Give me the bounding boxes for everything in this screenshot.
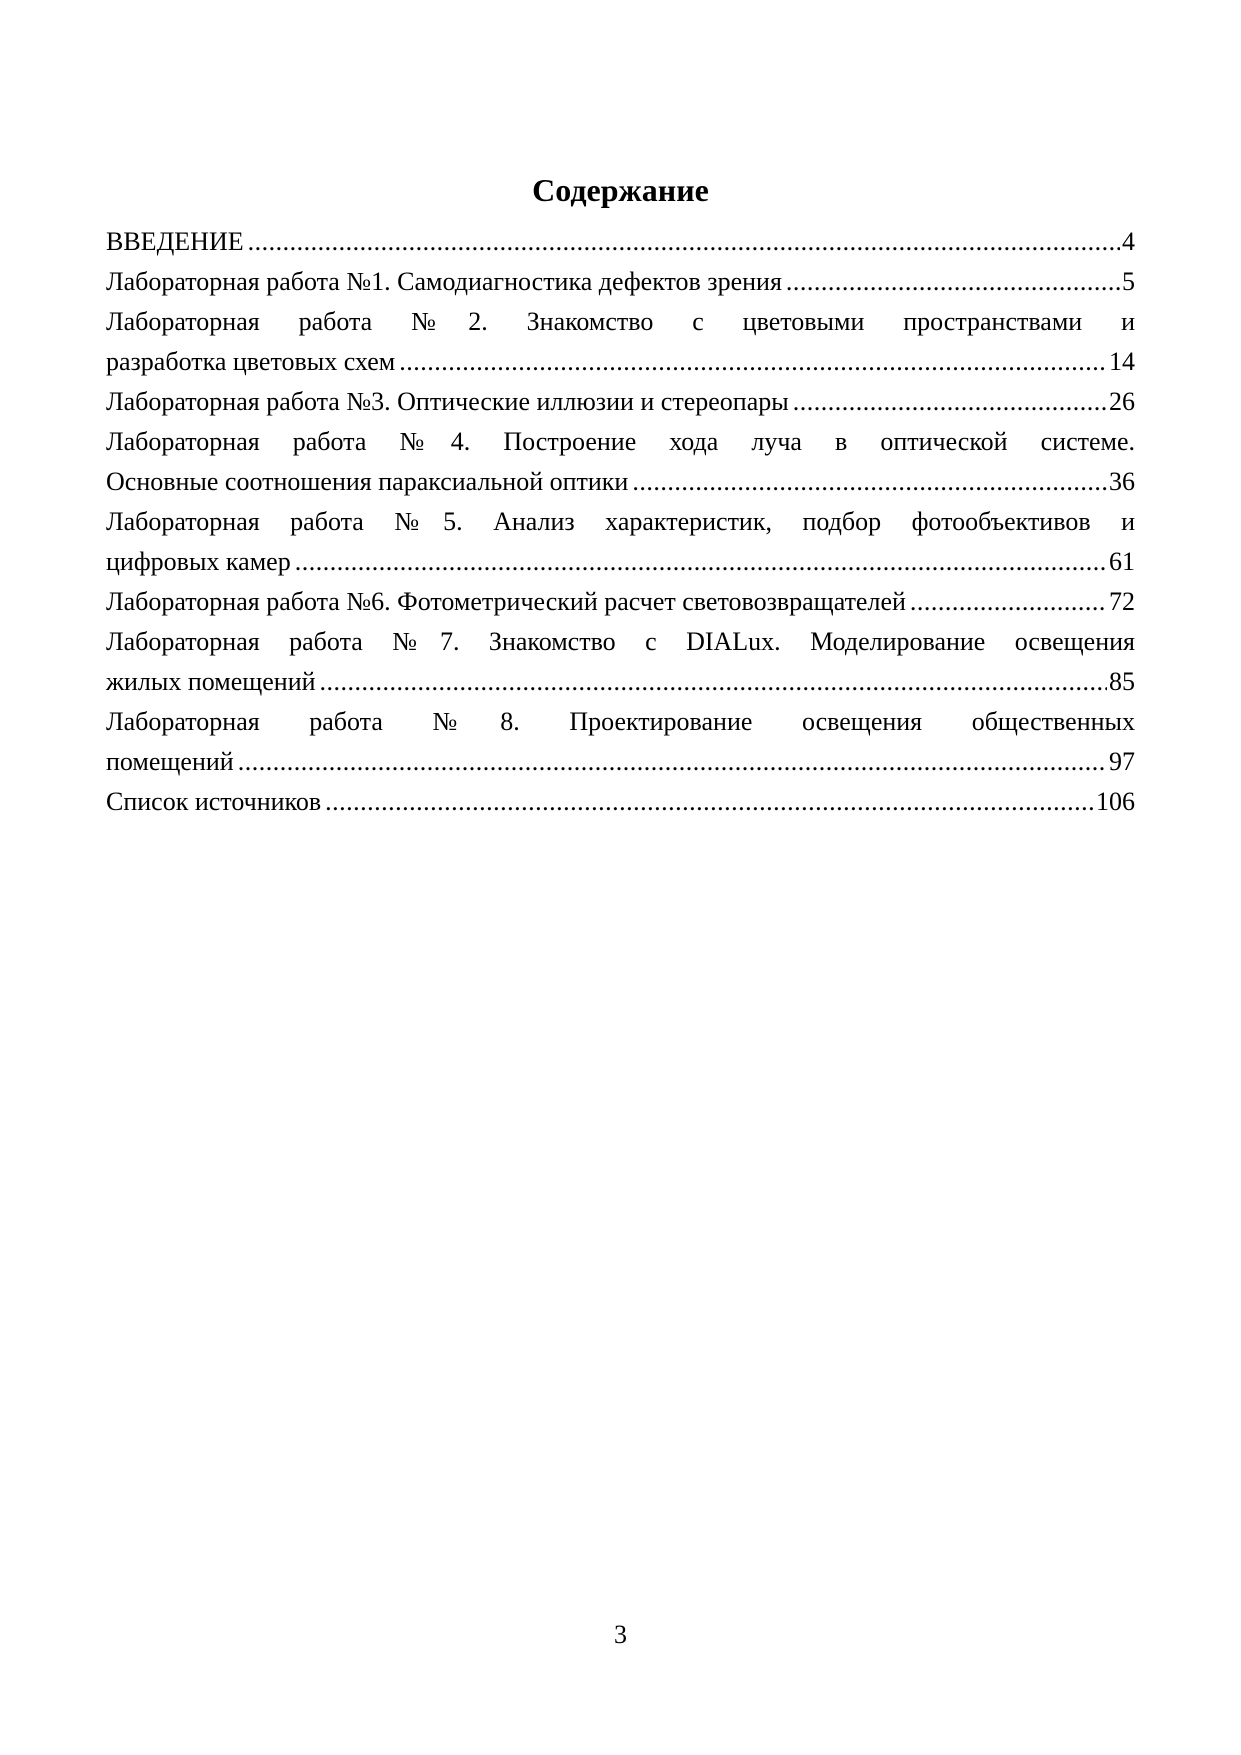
toc-entry-page: 72: [1109, 587, 1135, 616]
toc-entry-references[interactable]: [106, 782, 1135, 822]
toc-entry-title: Лабораторная работа №3. Оптические иллюзии и стереопары: [106, 387, 789, 416]
toc-entry-lab-3[interactable]: [106, 382, 1135, 422]
toc-entry-title: Лабораторная работа №1. Самодиагностика дефектов зрения: [106, 267, 782, 296]
toc-entry-line: [106, 222, 1135, 262]
toc-entry-page: 97: [1109, 747, 1135, 776]
toc-entry-title: Основные соотношения параксиальной оптики: [106, 467, 629, 496]
dot-leader: [910, 582, 1107, 622]
toc-entry-title: разработка цветовых схем: [106, 347, 396, 376]
toc-entry-title: Лабораторная работа №6. Фотометрический расчет световозвращателей: [106, 587, 906, 616]
toc-entry-page: 4: [1122, 227, 1135, 256]
toc-entry-line: [106, 662, 1135, 702]
dot-leader: [793, 382, 1107, 422]
toc-entry-line: [106, 342, 1135, 382]
toc-entry-lab-4[interactable]: [106, 422, 1135, 502]
dot-leader: [786, 262, 1120, 302]
toc-entry-title-first-line: Лабораторная работа №4. Построение хода луча в оптической системе.: [106, 427, 1135, 456]
toc-entry-title-first-line: Лабораторная работа №8. Проектирование освещения общественных: [106, 707, 1135, 736]
dot-leader: [248, 222, 1120, 262]
toc-entry-title: помещений: [106, 747, 234, 776]
toc-entry-line: [106, 582, 1135, 622]
dot-leader: [320, 662, 1107, 702]
dot-leader: [295, 542, 1107, 582]
toc-entry-page: 85: [1109, 667, 1135, 696]
toc-entry-lab-6[interactable]: [106, 582, 1135, 622]
dot-leader: [238, 742, 1107, 782]
toc-entry-title: ВВЕДЕНИЕ: [106, 227, 244, 256]
toc-entry-line: [106, 462, 1135, 502]
toc-entry-title: цифровых камер: [106, 547, 291, 576]
dot-leader: [632, 462, 1107, 502]
dot-leader: [325, 782, 1094, 822]
toc-entry-lab-2[interactable]: [106, 302, 1135, 382]
toc-entry-title: Список источников: [106, 787, 322, 816]
toc-entry-page: 61: [1109, 547, 1135, 576]
toc-entry-title-first-line: Лабораторная работа №7. Знакомство с DIALux. Моделирование освещения: [106, 627, 1135, 656]
table-of-contents: [106, 222, 1135, 822]
toc-entry-page: 106: [1096, 787, 1135, 816]
toc-entry-title-first-line: Лабораторная работа №5. Анализ характеристик, подбор фотообъективов и: [106, 507, 1135, 536]
toc-entry-introduction[interactable]: [106, 222, 1135, 262]
toc-entry-lab-8[interactable]: [106, 702, 1135, 782]
page-number: 3: [614, 1620, 627, 1649]
toc-entry-page: 26: [1109, 387, 1135, 416]
toc-entry-lab-5[interactable]: [106, 502, 1135, 582]
toc-entry-title: жилых помещений: [106, 667, 316, 696]
toc-entry-lab-7[interactable]: [106, 622, 1135, 702]
toc-entry-page: 14: [1109, 347, 1135, 376]
toc-entry-line: [106, 742, 1135, 782]
toc-title: Содержание: [532, 172, 709, 208]
toc-entry-line: [106, 382, 1135, 422]
toc-entry-title-first-line: Лабораторная работа №2. Знакомство с цветовыми пространствами и: [106, 307, 1135, 336]
toc-entry-line: [106, 542, 1135, 582]
toc-entry-page: 36: [1109, 467, 1135, 496]
toc-entry-page: 5: [1122, 267, 1135, 296]
dot-leader: [399, 342, 1107, 382]
toc-entry-lab-1[interactable]: [106, 262, 1135, 302]
toc-entry-line: [106, 782, 1135, 822]
toc-entry-line: [106, 262, 1135, 302]
